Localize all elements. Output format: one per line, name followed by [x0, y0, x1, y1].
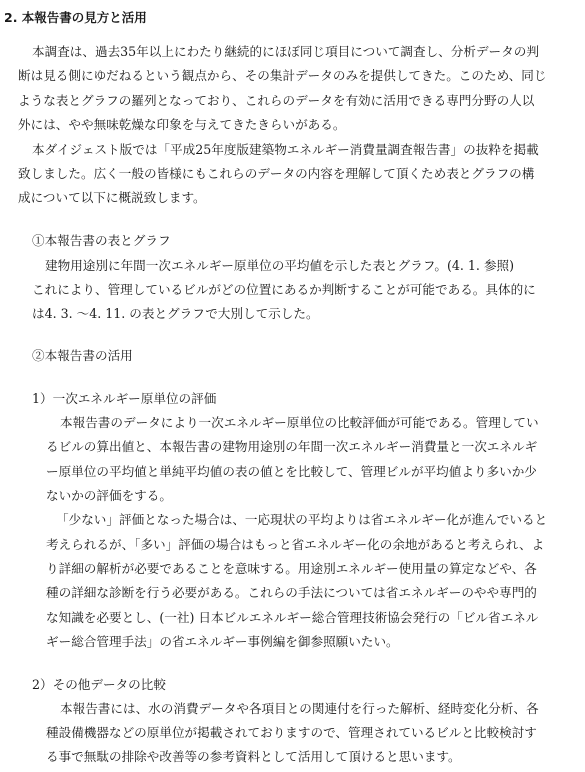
intro-line-3: ような表とグラフの羅列となっており、これらのデータを有効に活用できる専門分野の人以 — [18, 93, 535, 108]
intro-line-2: 断は見る側にゆだねるという観点から、その集計データのみを提供してきた。このため、同じ — [18, 68, 547, 83]
part1-line-1: 建物用途別に年間一次エネルギー原単位の平均値を示した表とグラフ。(4. 1. 参照) — [45, 258, 515, 273]
intro-line-7: 成について以下に概説致します。 — [18, 190, 206, 205]
sub1-line-4: ないかの評価をする。 — [46, 488, 172, 503]
part1-heading: ①本報告書の表とグラフ — [32, 233, 171, 248]
sub2-line-1: 本報告書には、水の消費データや各項目との関連付を行った解析、経時変化分析、各 — [60, 701, 539, 716]
intro-line-1: 本調査は、過去35年以上にわたり継続的にほぼ同じ項目について調査し、分析データの判 — [32, 44, 539, 59]
sub2-line-2: 種設備機器などの原単位が掲載されておりますので、管理されているビルと比較検討す — [46, 725, 537, 740]
sub1-line-2: るビルの算出値と、本報告書の建物用途別の年間一次エネルギー消費量と一次エネルギ — [46, 439, 538, 454]
sub1-line-8: 種の詳細な診断を行う必要がある。これらの手法については省エネルギーのやや専門的 — [46, 585, 537, 600]
part2-heading: ②本報告書の活用 — [32, 348, 133, 363]
sub1-line-5: 「少ない」評価となった場合は、一応現状の平均よりは省エネルギー化が進んでいると — [56, 512, 548, 527]
part1-line-2: これにより、管理しているビルがどの位置にあるか判断することが可能である。具体的に — [32, 282, 536, 297]
sub2-line-3: る事で無駄の排除や改善等の参考資料として活用して頂けると思います。 — [46, 749, 461, 764]
sub1-line-10: ギー総合管理手法」の省エネルギー事例編を御参照願いたい。 — [46, 634, 399, 649]
sub1-line-9: な知識を必要とし、(一社) 日本ビルエネルギー総合管理技術協会発行の「ビル省エネル — [46, 610, 539, 625]
part1-line-3: は4. 3. ～4. 11. の表とグラフで大別して示した。 — [32, 306, 319, 321]
sub1-line-7: り詳細の解析が必要であることを意味する。用途別エネルギー使用量の算定などや、各 — [46, 561, 537, 576]
sub1-line-3: ー原単位の平均値と単純平均値の表の値とを比較して、管理ビルが平均値より多いか少 — [46, 464, 537, 479]
intro-line-4: 外には、やや無味乾燥な印象を与えてきたきらいがある。 — [18, 117, 346, 132]
sub1-line-1: 本報告書のデータにより一次エネルギー原単位の比較評価が可能である。管理してい — [60, 415, 539, 430]
section-title: 2. 本報告書の見方と活用 — [4, 10, 147, 25]
sub1-line-6: 考えられるが、「多い」評価の場合はもっと省エネルギー化の余地があると考えられ、よ — [46, 537, 545, 552]
intro-line-5: 本ダイジェスト版では「平成25年度版建築物エネルギー消費量調査報告書」の抜粋を掲載 — [32, 142, 539, 157]
sub1-heading: 1）一次エネルギー原単位の評価 — [32, 391, 217, 406]
intro-line-6: 致しました。広く一般の皆様にもこれらのデータの内容を理解して頂くため表とグラフの構 — [18, 166, 535, 181]
sub2-heading: 2）その他データの比較 — [32, 677, 166, 692]
